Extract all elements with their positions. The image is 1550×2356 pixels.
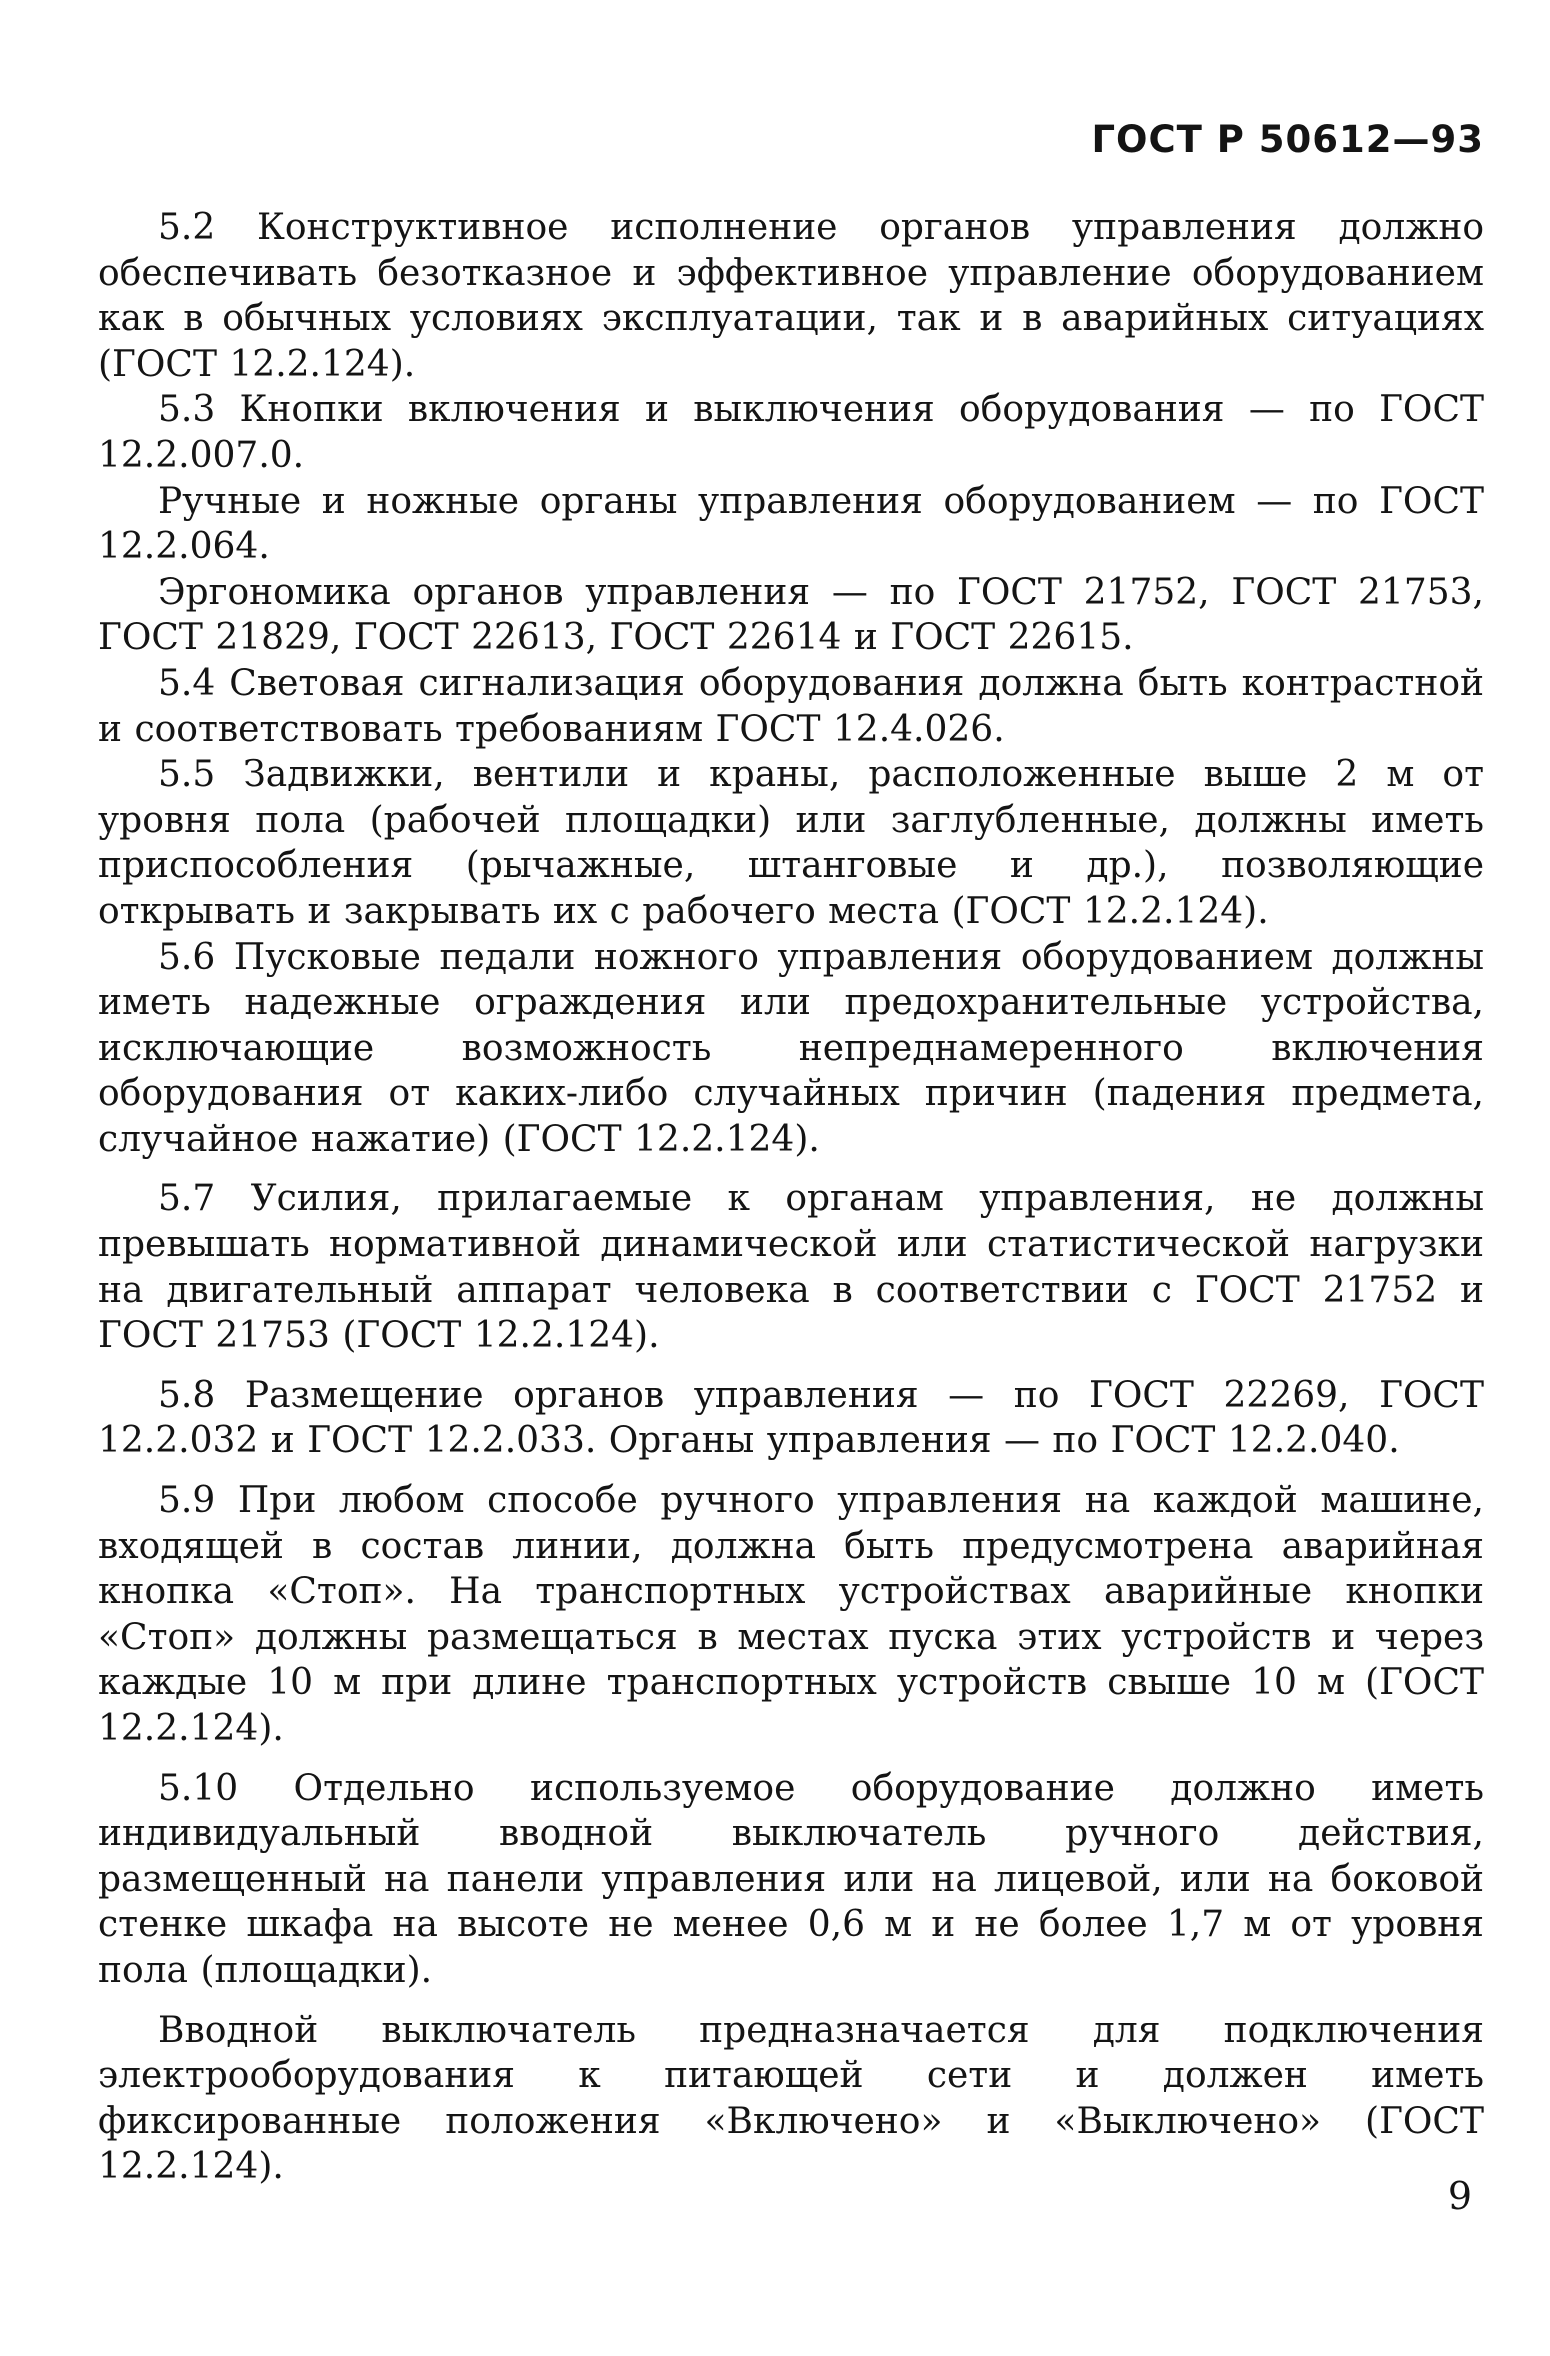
paragraph-5-9: 5.9 При любом способе ручного управления на каждой машине, входящей в состав линии, должна быть предусмотрена аварийная кнопка «Стоп». На транспортных устройствах аварийные кнопки «Стоп» должны размещаться в местах пуска этих устройств и через каждые 10 м при длине транспортных устройств свыше 10 м (ГОСТ 12.2.124). — [98, 1480, 1484, 1749]
paragraph-5-6: 5.6 Пусковые педали ножного управления оборудованием должны иметь надежные ограждения или предохранительные устройства, исключающие возможность непреднамеренного включения оборудования от каких-либо случайных причин (падения предмета, случайное нажатие) (ГОСТ 12.2.124). — [98, 936, 1484, 1160]
paragraph-5-8: 5.8 Размещение органов управления — по ГОСТ 22269, ГОСТ 12.2.032 и ГОСТ 12.2.033. Органы управления — по ГОСТ 12.2.040. — [98, 1374, 1484, 1462]
paragraph-5-2: 5.2 Конструктивное исполнение органов управления должно обеспечивать безотказное и эффективное управление оборудованием как в обычных условиях эксплуатации, так и в аварийных ситуациях (ГОСТ 12.2.124). — [98, 207, 1484, 385]
paragraph-5-3-ergonomics: Эргономика органов управления — по ГОСТ 21752, ГОСТ 21753, ГОСТ 21829, ГОСТ 22613, ГОСТ 22614 и ГОСТ 22615. — [98, 571, 1484, 659]
page-header: ГОСТ Р 50612—93 — [1091, 118, 1484, 161]
document-body — [98, 205, 1484, 2190]
paragraph-5-3: 5.3 Кнопки включения и выключения оборудования — по ГОСТ 12.2.007.0. — [98, 389, 1484, 476]
paragraph-5-7: 5.7 Усилия, прилагаемые к органам управления, не должны превышать нормативной динамической или статистической нагрузки на двигательный аппарат человека в соответствии с ГОСТ 21752 и ГОСТ 21753 (ГОСТ 12.2.124). — [98, 1178, 1484, 1357]
paragraph-5-3-manual: Ручные и ножные органы управления оборудованием — по ГОСТ 12.2.064. — [98, 480, 1484, 568]
paragraph-5-5: 5.5 Задвижки, вентили и краны, расположенные выше 2 м от уровня пола (рабочей площадки) или заглубленные, должны иметь приспособления (рычажные, штанговые и др.), позволяющие открывать и закрывать их с рабочего места (ГОСТ 12.2.124). — [98, 754, 1484, 932]
paragraph-5-10-switch: Вводной выключатель предназначается для подключения электрооборудования к питающей сети и должен иметь фиксированные положения «Включено» и «Выключено» (ГОСТ 12.2.124). — [98, 2009, 1484, 2188]
paragraph-5-4: 5.4 Световая сигнализация оборудования должна быть контрастной и соответствовать требованиям ГОСТ 12.4.026. — [98, 662, 1484, 750]
paragraph-5-10: 5.10 Отдельно используемое оборудование должно иметь индивидуальный вводной выключатель ручного действия, размещенный на панели управления или на лицевой, или на боковой стенке шкафа на высоте не менее 0,6 м и не более 1,7 м от уровня пола (площадки). — [98, 1767, 1484, 1991]
page-number: 9 — [1447, 2174, 1472, 2218]
